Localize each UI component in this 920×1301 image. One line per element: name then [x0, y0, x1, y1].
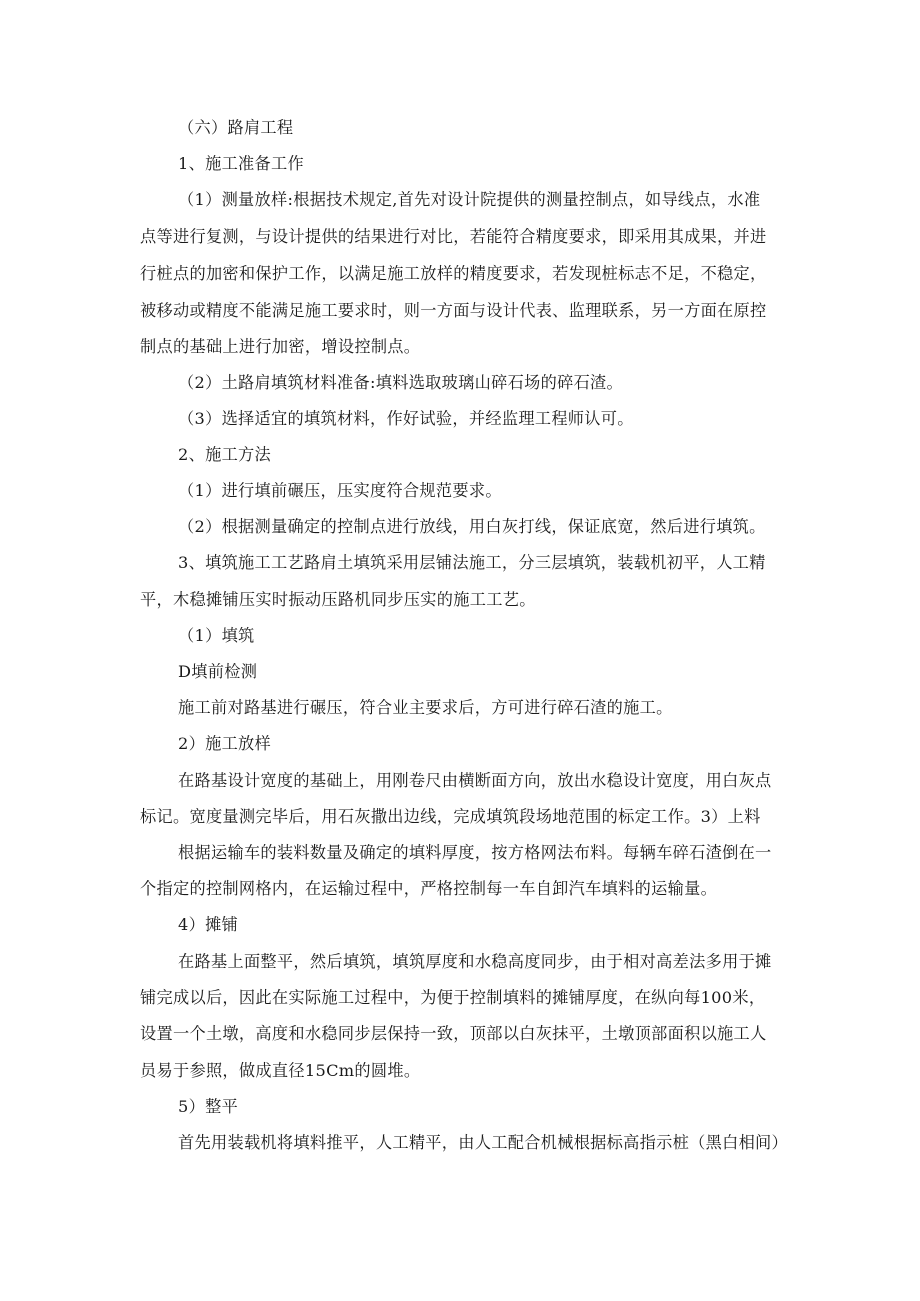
paragraph-line: 设置一个土墩，高度和水稳同步层保持一致，顶部以白灰抹平，土墩顶部面积以施工人 [140, 1024, 767, 1043]
paragraph-line: 根据运输车的装料数量及确定的填料厚度，按方格网法布料。每辆车碎石渣倒在一 [178, 843, 772, 862]
subsection-heading: 2、施工方法 [178, 445, 272, 464]
paragraph-line: 首先用装载机将填料推平，人工精平，由人工配合机械根据标高指示桩（黑白相间） [178, 1133, 789, 1152]
list-heading: 5）整平 [178, 1097, 239, 1116]
list-heading: 2）施工放样 [178, 734, 272, 753]
paragraph-line: （2）土路肩填筑材料准备:填料选取玻璃山碎石场的碎石渣。 [178, 373, 624, 392]
paragraph-line: 标记。宽度量测完毕后，用石灰撒出边线，完成填筑段场地范围的标定工作。3）上料 [140, 807, 761, 826]
subsection-heading: 1、施工准备工作 [178, 154, 305, 173]
paragraph-line: 在路基上面整平，然后填筑，填筑厚度和水稳高度同步，由于相对高差法多用于摊 [178, 952, 772, 971]
paragraph-line: 行桩点的加密和保护工作，以满足施工放样的精度要求，若发现桩标志不足，不稳定， [140, 264, 767, 283]
paragraph-line: （1）测量放样:根据技术规定,首先对设计院提供的测量控制点，如导线点，水准 [178, 190, 761, 209]
paragraph-line: （3）选择适宜的填筑材料，作好试验，并经监理工程师认可。 [178, 409, 634, 428]
paragraph-line: 平，木稳摊铺压实时振动压路机同步压实的施工工艺。 [140, 590, 536, 609]
section-heading: （六）路肩工程 [178, 118, 294, 137]
paragraph-line: （2）根据测量确定的控制点进行放线，用白灰打线，保证底宽，然后进行填筑。 [178, 517, 766, 536]
paragraph-line: 3、填筑施工工艺路肩土填筑采用层铺法施工，分三层填筑，装载机初平，人工精 [178, 553, 766, 572]
paragraph-line: 被移动或精度不能满足施工要求时，则一方面与设计代表、监理联系，另一方面在原控 [140, 301, 767, 320]
list-heading: （1）填筑 [178, 626, 255, 645]
paragraph-line: （1）进行填前碾压，压实度符合规范要求。 [178, 481, 502, 500]
list-heading: D填前检测 [178, 662, 258, 681]
paragraph-line: 铺完成以后，因此在实际施工过程中，为便于控制填料的摊铺厚度，在纵向每100米， [140, 988, 766, 1007]
paragraph-line: 点等进行复测，与设计提供的结果进行对比，若能符合精度要求，即采用其成果，并进 [140, 227, 767, 246]
paragraph-line: 施工前对路基进行碾压，符合业主要求后，方可进行碎石渣的施工。 [178, 698, 673, 717]
paragraph-line: 制点的基础上进行加密，增设控制点。 [140, 337, 421, 356]
paragraph-line: 在路基设计宽度的基础上，用刚卷尺由横断面方向，放出水稳设计宽度，用白灰点 [178, 771, 772, 790]
paragraph-line: 个指定的控制网格内，在运输过程中，严格控制每一车自卸汽车填料的运输量。 [140, 879, 718, 898]
paragraph-line: 员易于参照，做成直径15Cm的圆堆。 [140, 1061, 421, 1080]
list-heading: 4）摊铺 [178, 915, 239, 934]
